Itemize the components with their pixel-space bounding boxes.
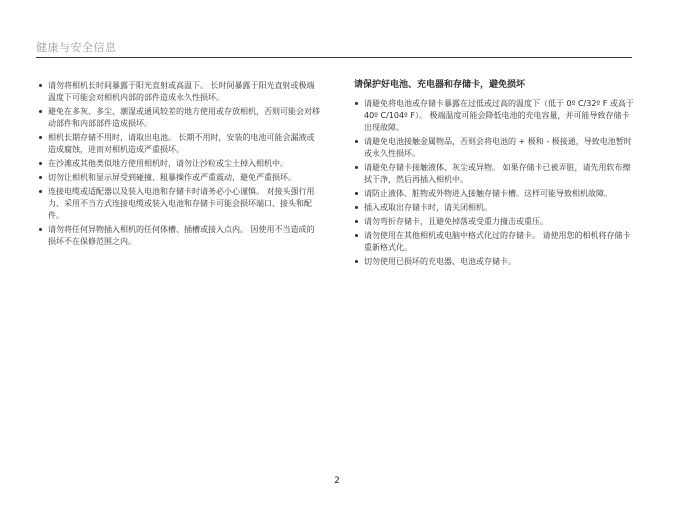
list-item: 在沙滩或其他类似地方使用相机时，请勿让沙粒或尘土掉入相机中。 <box>38 158 320 170</box>
list-item: 请勿使用在其他相机或电脑中格式化过的存储卡。 请使用您的相机将存储卡重新格式化。 <box>354 230 636 254</box>
page-header-title: 健康与安全信息 <box>36 41 117 54</box>
page-number: 2 <box>334 476 340 486</box>
section-heading: 请保护好电池、充电器和存储卡，避免损坏 <box>354 80 526 90</box>
right-bullet-list <box>354 98 636 268</box>
list-item: 切勿使用已损坏的充电器、电池或存储卡。 <box>354 256 636 268</box>
list-item: 请勿将相机长时间暴露于阳光直射或高温下。 长时间暴露于阳光直射或极端温度下可能会对相机内部的部件造成永久性损坏。 <box>38 80 320 104</box>
list-item: 连接电缆或适配器以及装入电池和存储卡时请务必小心谨慎。 对接头强行用力、采用不当方式连接电缆或装入电池和存储卡可能会损坏端口、接头和配件。 <box>38 186 320 222</box>
left-bullet-list <box>38 80 320 248</box>
left-column <box>38 80 320 250</box>
list-item: 切勿让相机和显示屏受到碰撞、粗暴操作或严重震动，避免严重损坏。 <box>38 172 320 184</box>
list-item: 请避免存储卡接触液体、灰尘或异物。 如果存储卡已被弄脏，请先用软布擦拭干净，然后再插入相机中。 <box>354 162 636 186</box>
list-item: 请勿将任何异物插入相机的任何体槽、插槽或接入点内。 因使用不当造成的损坏不在保修范围之内。 <box>38 224 320 248</box>
header-divider <box>36 57 632 58</box>
list-item: 避免在多灰、多尘、潮湿或通风较差的地方使用或存放相机，否则可能会对移动部件和内部部件造成损坏。 <box>38 106 320 130</box>
list-item: 插入或取出存储卡时，请关闭相机。 <box>354 202 636 214</box>
list-item: 请防止液体、脏物或外物进入接触存储卡槽。这样可能导致相机故障。 <box>354 188 636 200</box>
list-item: 请避免电池接触金属物品，否则会将电池的 + 极和 - 极接通，导致电池暂时或永久性损坏。 <box>354 136 636 160</box>
list-item: 相机长期存储不用时，请取出电池。 长期不用时，安装的电池可能会漏液或造成腐蚀，进而对相机造成严重损坏。 <box>38 132 320 156</box>
right-column <box>354 78 636 270</box>
list-item: 请避免将电池或存储卡暴露在过低或过高的温度下（低于 0º C/32º F 或高于 40º C/104º F）。 极端温度可能会降低电池的充电容量，并可能导致存储卡出现故障。 <box>354 98 636 134</box>
list-item: 请勿弯折存储卡，且避免掉落或受重力撞击或重压。 <box>354 216 636 228</box>
